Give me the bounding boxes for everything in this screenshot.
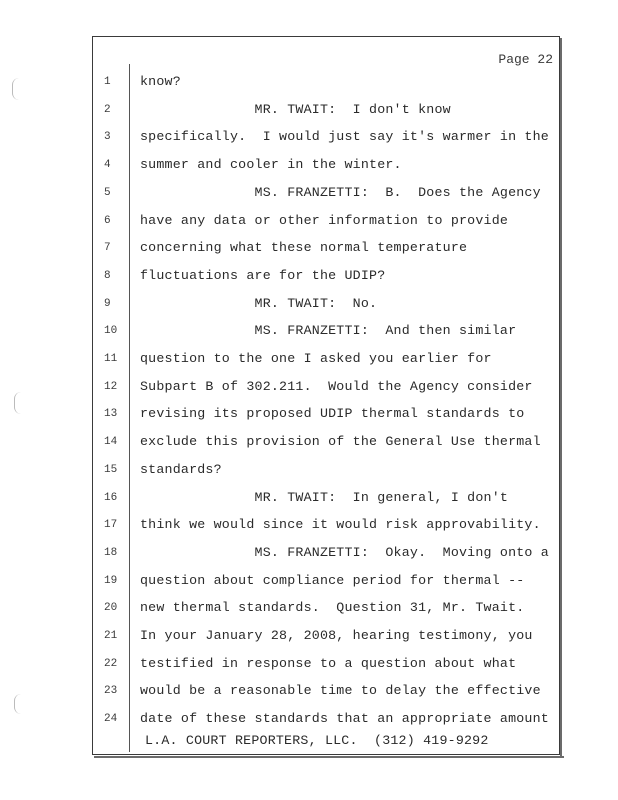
line-number: 5 — [104, 186, 111, 199]
line-number: 10 — [104, 325, 118, 338]
transcript-line: MS. FRANZETTI: B. Does the Agency — [140, 184, 541, 200]
line-number: 15 — [104, 463, 118, 476]
transcript-line: revising its proposed UDIP thermal standards to — [140, 406, 525, 422]
line-number: 1 — [104, 76, 111, 88]
transcript-line: MR. TWAIT: I don't know — [140, 101, 451, 117]
transcript-line: In your January 28, 2008, hearing testimony, you — [140, 628, 533, 643]
transcript-line: know? — [140, 74, 181, 89]
line-number: 17 — [104, 519, 118, 532]
transcript-line: testified in response to a question about what — [140, 655, 517, 671]
transcript-line: have any data or other information to provide — [140, 212, 509, 228]
line-number: 8 — [104, 269, 111, 282]
line-number: 7 — [104, 242, 111, 255]
scan-margin-mark-middle — [14, 392, 21, 414]
line-number: 18 — [104, 546, 118, 559]
frame-shadow-bottom — [94, 756, 564, 758]
transcript-line: MS. FRANZETTI: Okay. Moving onto a — [140, 544, 549, 560]
transcript-line: summer and cooler in the winter. — [140, 157, 402, 173]
frame-shadow-right — [560, 38, 562, 758]
transcript-line: think we would since it would risk approvability. — [140, 517, 541, 533]
line-number: 19 — [104, 574, 118, 587]
transcript-line: new thermal standards. Question 31, Mr. Twait. — [140, 600, 525, 616]
line-number: 2 — [104, 103, 111, 116]
transcript-line: MR. TWAIT: In general, I don't — [140, 489, 509, 505]
line-number: 3 — [104, 131, 111, 144]
line-number: 21 — [104, 630, 118, 642]
transcript-line: standards? — [140, 461, 222, 477]
transcript-line: Subpart B of 302.211. Would the Agency consider — [140, 378, 533, 394]
transcript-line: fluctuations are for the UDIP? — [140, 267, 386, 283]
transcript-line: specifically. I would just say it's warmer in the — [140, 129, 549, 145]
line-number: 4 — [104, 159, 111, 172]
transcript-line: concerning what these normal temperature — [140, 240, 468, 256]
line-number: 11 — [104, 353, 118, 365]
scan-margin-mark-top — [12, 78, 19, 100]
scan-margin-mark-bottom — [14, 694, 21, 714]
court-reporter-footer: L.A. COURT REPORTERS, LLC. (312) 419-9292 — [145, 733, 489, 748]
line-number: 24 — [104, 713, 118, 726]
transcript-line: exclude this provision of the General Use thermal — [140, 434, 541, 450]
transcript-line: MS. FRANZETTI: And then similar — [140, 323, 517, 339]
line-number: 6 — [104, 214, 111, 227]
transcript-line: date of these standards that an appropriate amount — [140, 711, 549, 727]
line-number: 23 — [104, 685, 118, 698]
line-number: 9 — [104, 297, 111, 310]
transcript-line: would be a reasonable time to delay the effective — [140, 683, 541, 699]
line-number: 16 — [104, 491, 118, 504]
line-number: 12 — [104, 380, 118, 393]
transcript-line: question to the one I asked you earlier for — [140, 351, 492, 366]
line-number-margin-rule — [129, 64, 130, 752]
line-number: 22 — [104, 657, 118, 670]
page-number: Page 22 — [498, 52, 553, 67]
line-number: 13 — [104, 408, 118, 421]
transcript-line: question about compliance period for thermal -- — [140, 572, 525, 588]
line-number: 14 — [104, 436, 118, 449]
transcript-line: MR. TWAIT: No. — [140, 295, 378, 311]
line-number: 20 — [104, 602, 118, 615]
